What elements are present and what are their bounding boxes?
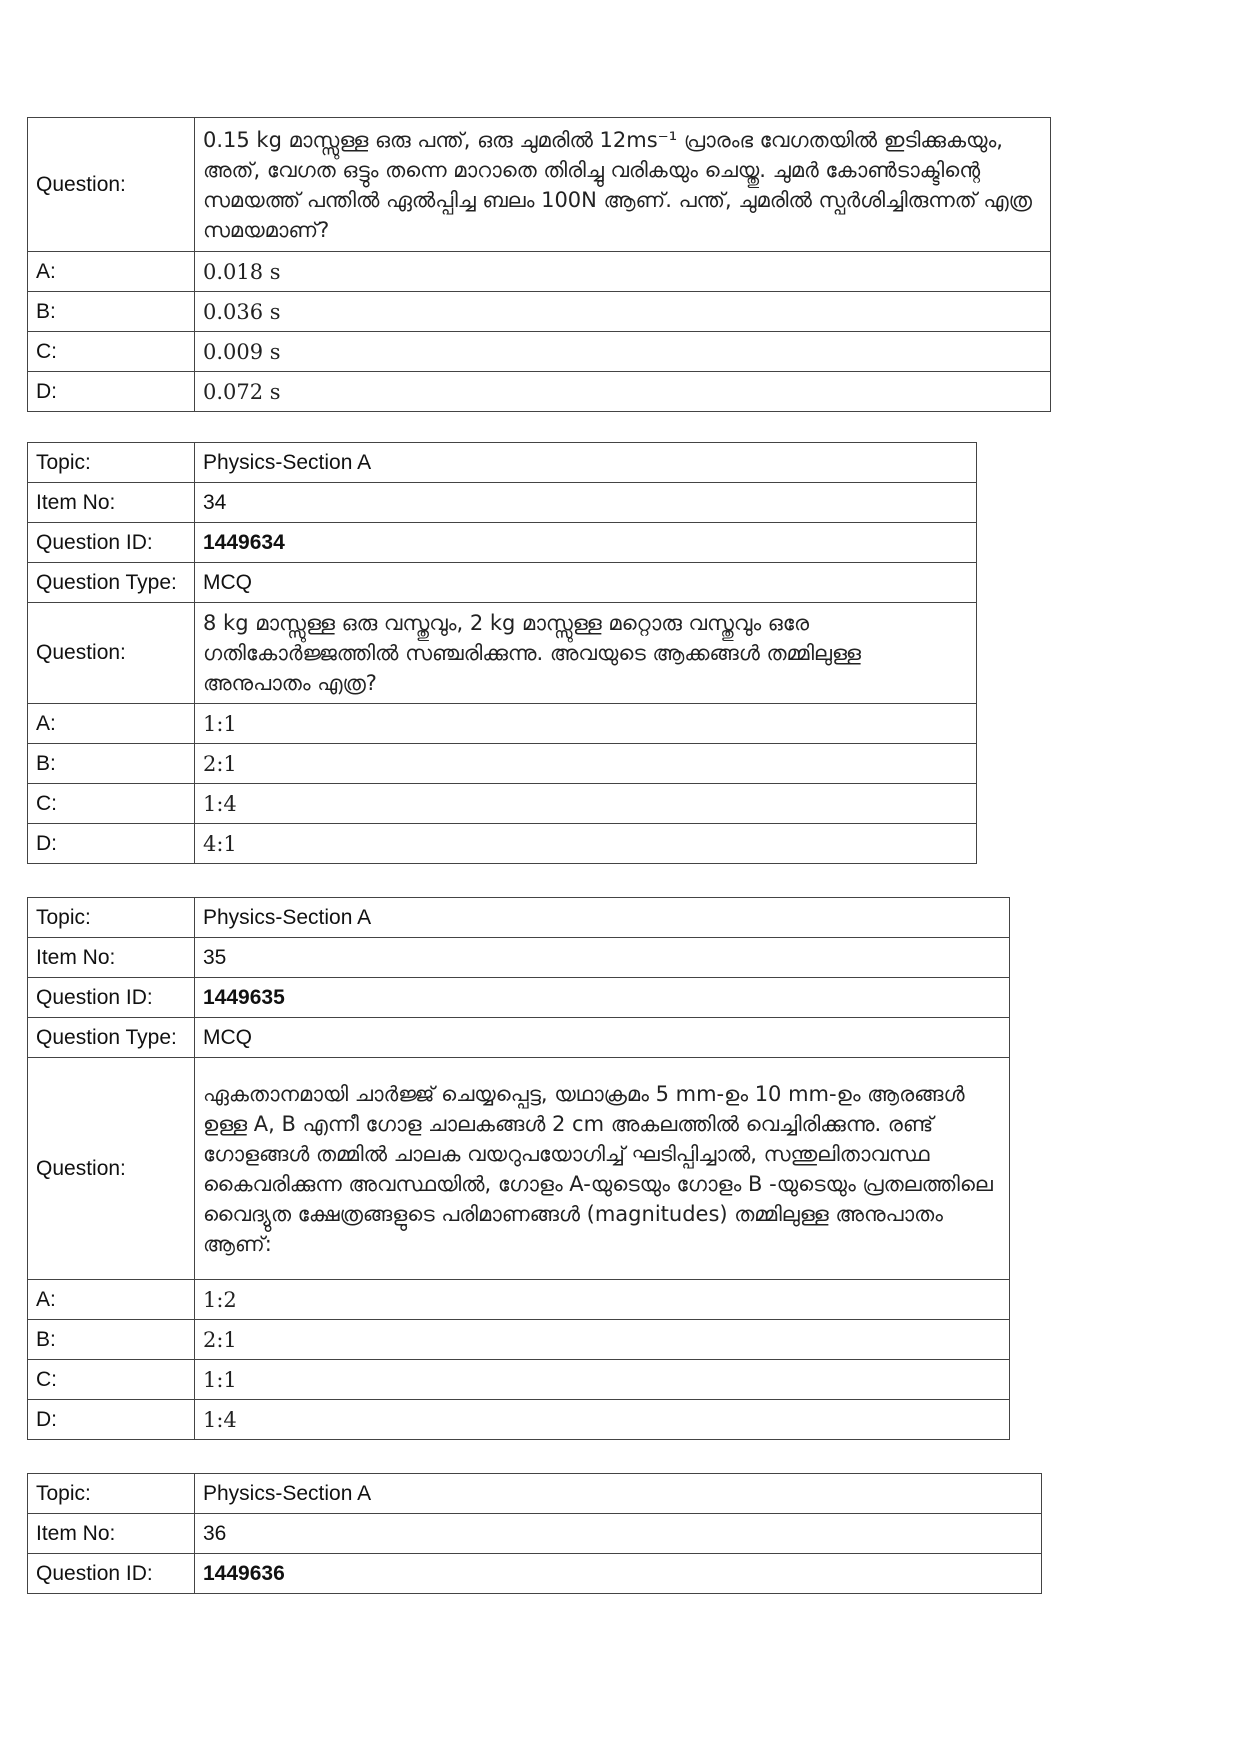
- option-c-label: C:: [28, 332, 195, 372]
- item-no-label: Item No:: [28, 1514, 195, 1554]
- option-row-c: [28, 332, 1051, 372]
- question-id-row: [28, 523, 977, 563]
- option-a-label: A:: [28, 704, 195, 744]
- question-block-36: [27, 1473, 1042, 1594]
- topic-value: Physics-Section A: [195, 898, 1010, 938]
- question-id-label: Question ID:: [28, 1554, 195, 1594]
- question-id-value: 1449634: [195, 523, 977, 563]
- option-row-d: [28, 372, 1051, 412]
- option-a-label: A:: [28, 1280, 195, 1320]
- question-label: Question:: [28, 1058, 195, 1280]
- question-row: [28, 1058, 1010, 1280]
- option-c-label: C:: [28, 784, 195, 824]
- question-block-35: [27, 897, 1010, 1440]
- option-row-b: [28, 1320, 1010, 1360]
- option-row-c: [28, 1360, 1010, 1400]
- question-block-34: [27, 442, 977, 864]
- question-label: Question:: [28, 118, 195, 252]
- topic-row: [28, 443, 977, 483]
- option-row-a: [28, 252, 1051, 292]
- option-b-value: 2:1: [195, 744, 977, 784]
- question-text: ഏകതാനമായി ചാർജ്ജ് ചെയ്യപ്പെട്ട, യഥാക്രമം 5 mm-ഉം 10 mm-ഉം ആരങ്ങൾ ഉള്ള A, B എന്നീ ഗോള ചാലകങ്ങൾ 2 cm അകലത്തിൽ വെച്ചിരിക്കുന്നു. രണ്ട് ഗോളങ്ങൾ തമ്മിൽ ചാലക വയറുപയോഗിച്ച് ഘടിപ്പിച്ചാൽ, സന്തുലിതാവസ്ഥ കൈവരിക്കുന്ന അവസ്ഥയിൽ, ഗോളം A-യുടെയും ഗോളം B -യുടെയും പ്രതലത്തിലെ വൈദ്യുത ക്ഷേത്രങ്ങളുടെ പരിമാണങ്ങൾ (magnitudes) തമ്മിലുള്ള അനുപാതം ആണ്:: [195, 1058, 1010, 1280]
- option-d-label: D:: [28, 372, 195, 412]
- option-row-b: [28, 744, 977, 784]
- option-c-value: 0.009 s: [195, 332, 1051, 372]
- option-d-label: D:: [28, 1400, 195, 1440]
- option-d-value: 1:4: [195, 1400, 1010, 1440]
- question-label: Question:: [28, 603, 195, 704]
- option-a-value: 1:1: [195, 704, 977, 744]
- question-id-value: 1449636: [195, 1554, 1042, 1594]
- question-block-33: [27, 117, 1051, 412]
- question-text: 0.15 kg മാസ്സുള്ള ഒരു പന്ത്, ഒരു ചുമരിൽ 12ms⁻¹ പ്രാരംഭ വേഗതയിൽ ഇടിക്കുകയും, അത്, വേഗത ഒട്ടും തന്നെ മാറാതെ തിരിച്ചു വരികയും ചെയ്തു. ചുമർ കോൺടാക്ടിന്റെ സമയത്ത് പന്തിൽ ഏൽപ്പിച്ച ബലം 100N ആണ്. പന്ത്, ചുമരിൽ സ്പർശിച്ചിരുന്നത് എത്ര സമയമാണ്?: [195, 118, 1051, 252]
- topic-value: Physics-Section A: [195, 1474, 1042, 1514]
- item-no-label: Item No:: [28, 938, 195, 978]
- option-b-label: B:: [28, 292, 195, 332]
- topic-row: [28, 1474, 1042, 1514]
- question-type-value: MCQ: [195, 1018, 1010, 1058]
- question-id-label: Question ID:: [28, 523, 195, 563]
- option-b-label: B:: [28, 1320, 195, 1360]
- item-no-row: [28, 483, 977, 523]
- option-row-d: [28, 1400, 1010, 1440]
- option-d-value: 0.072 s: [195, 372, 1051, 412]
- option-a-value: 0.018 s: [195, 252, 1051, 292]
- question-type-row: [28, 563, 977, 603]
- option-b-value: 0.036 s: [195, 292, 1051, 332]
- option-a-label: A:: [28, 252, 195, 292]
- item-no-value: 36: [195, 1514, 1042, 1554]
- option-d-label: D:: [28, 824, 195, 864]
- option-c-value: 1:4: [195, 784, 977, 824]
- option-b-value: 2:1: [195, 1320, 1010, 1360]
- topic-label: Topic:: [28, 443, 195, 483]
- question-id-value: 1449635: [195, 978, 1010, 1018]
- option-d-value: 4:1: [195, 824, 977, 864]
- option-row-c: [28, 784, 977, 824]
- question-type-label: Question Type:: [28, 563, 195, 603]
- option-a-value: 1:2: [195, 1280, 1010, 1320]
- question-type-value: MCQ: [195, 563, 977, 603]
- question-text: 8 kg മാസ്സുള്ള ഒരു വസ്തുവും, 2 kg മാസ്സുള്ള മറ്റൊരു വസ്തുവും ഒരേ ഗതികോർജ്ജത്തിൽ സഞ്ചരിക്കുന്നു. അവയുടെ ആക്കങ്ങൾ തമ്മിലുള്ള അനുപാതം എത്ര?: [195, 603, 977, 704]
- item-no-value: 35: [195, 938, 1010, 978]
- question-id-row: [28, 978, 1010, 1018]
- option-row-b: [28, 292, 1051, 332]
- topic-value: Physics-Section A: [195, 443, 977, 483]
- topic-label: Topic:: [28, 1474, 195, 1514]
- item-no-label: Item No:: [28, 483, 195, 523]
- question-id-row: [28, 1554, 1042, 1594]
- option-row-d: [28, 824, 977, 864]
- topic-label: Topic:: [28, 898, 195, 938]
- question-id-label: Question ID:: [28, 978, 195, 1018]
- item-no-row: [28, 1514, 1042, 1554]
- item-no-value: 34: [195, 483, 977, 523]
- option-c-value: 1:1: [195, 1360, 1010, 1400]
- option-c-label: C:: [28, 1360, 195, 1400]
- topic-row: [28, 898, 1010, 938]
- option-row-a: [28, 1280, 1010, 1320]
- option-b-label: B:: [28, 744, 195, 784]
- question-type-row: [28, 1018, 1010, 1058]
- question-type-label: Question Type:: [28, 1018, 195, 1058]
- option-row-a: [28, 704, 977, 744]
- item-no-row: [28, 938, 1010, 978]
- question-row: [28, 603, 977, 704]
- question-row: [28, 118, 1051, 252]
